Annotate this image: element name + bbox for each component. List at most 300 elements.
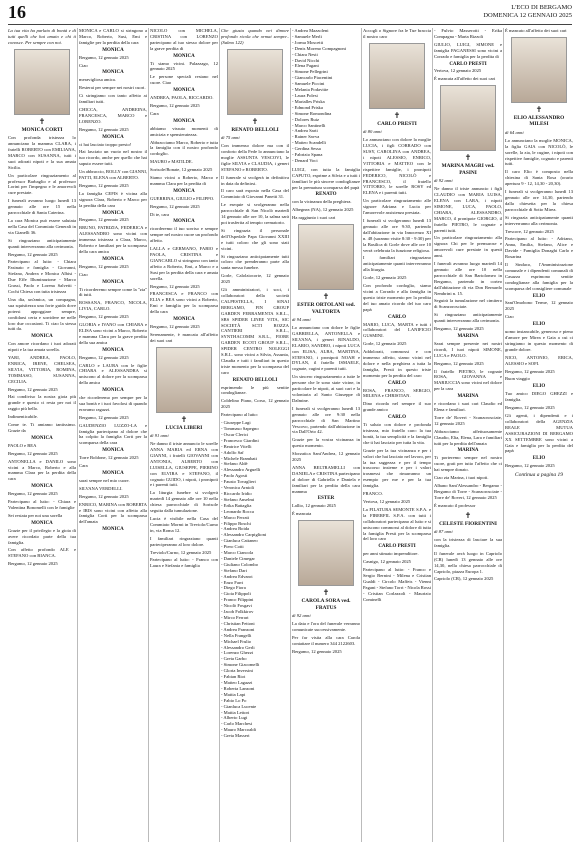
notice-text: Con profonda tristezza lo annunciano la mamma CLARA, i fratelli ROBERTO con EMILIANA, MARCO con SUSANNA, tutti i suoi adorati nipoti e la sua amata Sicilia. <box>8 135 76 170</box>
place-date: Bergamo, 12 gennaio 2025 <box>8 386 58 392</box>
list-item: - Simone Giacomelli <box>221 662 260 668</box>
place-date: Bergamo, 12 gennaio 2025 <box>150 102 200 108</box>
list-item: - David Nicchi <box>292 57 320 63</box>
notice-text: Grazie per la tua vicinanza e per i valori che hai lasciato nel lavoro, per la tua saggezza e per il tempo trascorso insieme e per i valori trasmessi che rimarranno un esempio per me e per la tua famiglia. <box>363 447 431 489</box>
notice-text: Torre Boldone, 12 gennaio 2025 <box>79 455 139 461</box>
notice-text: Un sincero ringraziamento a tutte le persone che le sono state vicine, in particolare le nipoti, ai suoi cari e la volontaria al Santo Giuseppe di Dalmine. <box>292 374 360 403</box>
age-line: di 64 anni <box>505 129 524 135</box>
place-date: Bergamo, 12 gennaio 2025 <box>8 491 58 497</box>
cross-icon: ✝ <box>38 116 46 126</box>
place-date: Bergamo, 12 gennaio 2025 <box>79 182 129 188</box>
list-item: - Fabio Lo Po <box>221 697 247 703</box>
notice-text: È mancato il professor <box>434 502 476 508</box>
notice-text: Con profondo cordoglio, siamo vicini a Corrado e alla famiglia in questo triste momento per la perdita del tuo amato ricordo del tuo caro papà <box>363 283 431 312</box>
notice-text: ricorderemo il tuo sorriso e sempre sempre nel nostro cuore un profondo affetto. <box>150 226 218 244</box>
list-item: - Elena Pagani <box>292 63 319 69</box>
addressed-name: MONICA <box>173 188 195 194</box>
place-date: Bergamo, 12 gennaio 2025 <box>8 561 58 567</box>
masthead <box>483 4 572 20</box>
list-item: - Andrea Edvarot <box>221 573 253 579</box>
list-item: - Piero Cotti <box>221 544 244 550</box>
list-item: - Stefano Dari <box>221 567 248 573</box>
addressed-name: MONICA <box>102 347 124 353</box>
deceased-name: CELESTE FIORENTINI <box>439 520 497 527</box>
list-item: - Melania Podavitte <box>292 87 329 93</box>
notice-text: abbiamo vissuto momenti di amicizia e spensieratezza. <box>150 125 218 137</box>
notice-text: Partecipano al lutto: <box>221 412 258 418</box>
addressed-name: CARLO PRESTI <box>449 61 487 67</box>
notice-text: YARI, ANDREA, PAOLO, ENRICA, IRENE, CHELSEA, SILVIA, VITTORIA, ROMINA, TOMMASO, SUSANNA, CECILIA. <box>8 355 76 384</box>
addressed-name: ELIO <box>532 456 546 462</box>
notice-text: LUIGI, con tutta la famiglia CAPUTO, esprime a Silvia e a tutti i familiari le più sincere condoglianze per la prematura scomparsa del papà <box>292 166 360 190</box>
notice-text: ANNA BELTRAMELLI con DANIELA e CRISTINA partecipano al dolore di Gabriella e Daniela e familiari per la perdita della cara mamma <box>292 464 360 494</box>
notice-text: Abbracciamo Marco, Roberto e tutta la famiglia con il nostro profondo cordoglio. <box>150 139 218 157</box>
list-item: - Veronica Arnioli <box>221 485 255 491</box>
place-date: Lallio, 12 gennaio 2025 <box>292 503 336 509</box>
list-item: - Mirco Ferrari <box>221 615 249 620</box>
list-item: - Fabrizio Spana <box>292 152 323 158</box>
list-item: - Franco Filippini <box>221 597 254 603</box>
addressed-name: MONICA <box>102 448 124 454</box>
cross-icon: ✝ <box>251 116 259 126</box>
notice-text: Si ringraziano anticipatamente tutti coloro che prenderanno parte alla santa messa funebre. <box>221 253 289 271</box>
list-item: - Nella Frangelli <box>221 632 252 638</box>
list-item: - Dolores Ruiz <box>292 116 320 122</box>
cross-icon: ✝ <box>180 414 188 424</box>
notice-text: ci hai lasciato troppo presto! <box>79 141 132 147</box>
notice-text: MARIO, LUCA, MARTA e tutti i collaboratori del LANIFICIO GUSMINI. <box>363 321 431 339</box>
condolence-list <box>292 28 360 164</box>
notice-text: I funerali si svolgeranno lunedì 13 gennaio alle ore 9:30 nella parrocchiale di San Martino Vescovo, partendo dall'abitazione in via Dall'Orto 42. <box>292 405 360 435</box>
list-item: - Alessandro Arguelli <box>221 467 261 473</box>
deceased-name: LUCIA LIBERI <box>165 424 203 431</box>
notice-text: Le persone speciali restano nel cuore. Ciao <box>150 74 218 86</box>
notice-text: I familiari ringraziano quanti parteciperanno al loro dolore. <box>150 535 218 547</box>
list-item: - Francesco Giardini <box>221 437 259 443</box>
notice-text: GLORIA e IVANO con CHIARA e ELISA sono vicini a Marco, Roberto e mamma Clara per la grave perdita della sua amica <box>79 322 147 345</box>
notice-text: È mancato all'affetto dei suoi cari <box>505 28 567 33</box>
list-item: - Giuseppe Lagi <box>221 420 251 426</box>
list-item: - Jorma Moscetti <box>292 39 324 45</box>
list-item: - Matteo Scandelli <box>292 140 326 146</box>
notice-text: Il funerale si svolgerà in definitiva in data da definirsi. <box>221 174 289 186</box>
cross-icon: ✝ <box>322 588 330 598</box>
addressed-name: MONICA <box>102 47 124 53</box>
addressed-name: ELIO <box>532 322 546 328</box>
place-date: Capriolo (CR), 12 gennaio 2025 <box>434 576 494 582</box>
list-item: - Roberta Lanzoni <box>221 685 255 691</box>
notice-text: Serenamente, è mancata all'affetto dei suoi cari <box>150 331 218 343</box>
notice-text: Cara <box>150 110 159 116</box>
notice-text: Si ringrazia anticipatamente quanti interverranno alla cerimonia. <box>505 214 573 226</box>
column-divider <box>361 28 362 842</box>
list-item: - Michele Brambati <box>221 455 257 461</box>
continuation-note: Continua a pagina 19 <box>514 472 564 479</box>
list-item: - Chiara Nesti <box>292 51 318 57</box>
list-item: - Stefano Aldè <box>221 461 248 467</box>
place-date: Casnigo, 12 gennaio 2025 <box>363 559 411 565</box>
notice-text: che ricorderemo per sempre per la sua bontà e i tuoi favolosi di quando eravamo ragazzi. <box>79 395 147 412</box>
place-date: Gorle, 12 gennaio 2025 <box>363 275 407 281</box>
addressed-name: RENATO <box>315 192 337 198</box>
list-item: - Simone Romondina <box>292 110 332 116</box>
notice-text: Per far visita alla cara Carola contattare il numero 344 2122603. <box>292 634 360 646</box>
list-item: - Marco Santinelli <box>292 122 326 128</box>
notice-text: È mancata all'affetto dei suoi cari <box>434 76 496 82</box>
obituary-portrait <box>369 43 425 109</box>
addressed-name: MARINA <box>457 394 479 400</box>
addressed-name: CARLO <box>387 314 407 320</box>
page-header <box>0 0 580 24</box>
list-item: - Gioia Filippoli <box>221 591 251 597</box>
list-item: - Alberto Lugi <box>221 715 248 721</box>
notice-text: Ciao <box>505 314 514 320</box>
notice-text: Ne danno il triste annuncio le sorelle ANNA MARIA ed ERNA con GIANNI, i fratelli GIOVANNI con ANTONIA, ALBERTO con LUISELLA, GIUSEPPE, PIERINO con ELVIRA e STEFANO, il cognato GUIDO, i nipoti, i pronipoti e i parenti tutti. <box>150 441 218 488</box>
addressed-name: MONICA <box>102 70 124 76</box>
list-item: - Mattia Lettori <box>221 709 250 715</box>
obituary-portrait <box>14 49 70 115</box>
notice-text: Resterai per sempre nei nostri cuori. <box>79 85 146 91</box>
place-date: Bergamo, 12 gennaio 2025 <box>150 283 200 289</box>
notice-text: La famiglia CEFIS è vicina alla signora Clara, Roberto e Marco per la perdita della cara <box>79 190 147 208</box>
addressed-name: MONICA <box>173 118 195 124</box>
place-date: Bergamo, 12 gennaio 2025 <box>434 326 484 332</box>
notice-text: Un particolare ringraziamento alle signore Adriana e Lucia per l'amorevole assistenza prestata. <box>363 198 431 216</box>
column-5 <box>292 28 360 842</box>
list-item: - Andrea Boida <box>221 526 250 532</box>
addressed-name: MONICA <box>102 388 124 394</box>
addressed-name: ELIO <box>532 384 546 390</box>
notice-text: ANTONELLA e DANILO sono vicini a Marco, Roberto e alla mamma Clara per la perdita della cara <box>8 458 76 482</box>
obituary-portrait <box>440 85 496 151</box>
deceased-name: MONICA CORTI <box>21 126 63 133</box>
list-item: - Jacob Folkkirov <box>221 609 254 615</box>
notice-text: Grazie per il privilegio e la gioia di avere ricordato parte della tua famiglia. <box>8 527 76 545</box>
addressed-name: MARINA <box>457 334 479 339</box>
notice-text: Le esequie si svolgeranno nella parrocchiale di San Nicolò martedì 14 gennaio alle ore 10, la salma sarà poi trasferita al tempio crematorio. <box>221 202 289 225</box>
notice-text: Partecipano al lutto: - Franco con Laura e Stefania e famiglia <box>150 557 218 569</box>
list-item: - Laura Polesi <box>292 92 318 98</box>
list-item: - Marialles Priska <box>292 98 325 104</box>
notice-text: Dino ricorda nel sempre il suo grande amico <box>363 401 431 413</box>
notice-text: Torre de' Roveri - Scanzorosciate, 12 gennaio 2025 <box>434 414 502 426</box>
notice-text: Un particolare ringraziamento alla signora Chi per le premurose e amorevoli cure prestate in questi anni. <box>434 235 502 259</box>
column-4 <box>221 28 289 842</box>
addressed-name: RENATO BELLOLI <box>232 377 278 383</box>
place-date: Bergamo, 12 gennaio 2025 <box>79 217 129 223</box>
place-date: Bergamo, 12 gennaio 2025 <box>292 648 342 654</box>
list-item: - Paolo Agosti <box>221 473 248 479</box>
notice-text: CARLO e LAURA con le figlie CHIARA e ALESSANDRA si uniscono al dolore per la scomparsa della amica <box>79 362 147 386</box>
notice-text: Lo annunciano con dolore le figlie GABRIELLA, ANTONELLA e SILVANA, i generi RINALDO, ELARIO, SANDRO, i nipoti LUCA con ELISA, ALBA, MARTINA, STEFANO, i pronipoti NOAH e DYLAN, il fratello ISMAELE, cognate, cugini e parenti tutti. <box>292 325 360 372</box>
notice-text: Sarai sempre presente nei nostri ricordi, I tuoi nipoti SIMONE, LUCA e PAOLO. <box>434 340 502 358</box>
notice-text: LALLA e GERMANO, FABIO e PAOLA, CRISTINA e GIANCARLO si stringono con tanto affetto a Roberto, Emi, a Marco e a Susi per la perdita della cara e amata sorella. <box>150 246 218 281</box>
notice-text: Ha raggiunto i suoi cari <box>292 215 336 221</box>
list-item: - Beatrice Vitelli <box>221 443 252 449</box>
addressed-name: MONICA <box>173 317 195 323</box>
cross-icon: ✝ <box>464 153 472 163</box>
notice-text: Treviolo/Curno, 12 gennaio 2025 <box>150 549 212 555</box>
notice-text: FRANCESCA e FRANCO con ELIA e BEA sono vicini a Roberto, Emi e famiglia per la scomparsa della cara <box>150 291 218 315</box>
addressed-name: MONICA <box>102 471 124 476</box>
notice-text: Il funerale avrà luogo in Capriolo (CR) lunedì 13 gennaio alle ore 14,30, nella chiesa parrocchiale di Capriolo, piazza Europa 1. <box>434 550 502 574</box>
notice-text: La liturgia funebre si svolgerà martedì 14 gennaio alle ore 10 nella chiesa parrocchiale di Sorisole seguita dalla tumulazione. <box>150 490 218 514</box>
notice-text: Tuo amico DIEGO GHEZZI e famiglia. <box>505 391 573 403</box>
place-date: Trescore, 12 gennaio 2025 <box>505 228 554 234</box>
notice-text: GUERRINA, GIULIO e FILIPPO. <box>150 195 215 201</box>
obituary-portrait <box>156 347 212 413</box>
column-2 <box>79 28 147 842</box>
notice-text: BRUNO, PATRIZIA, FEDERICA e ALESSANDRO sono vicini con immensa tristezza a Clara, Marco, Roberto e familiari per la scomparsa della cara amica <box>79 225 147 254</box>
notice-text: I familiari ringraziano anticipatamente quanti interverranno alla liturgia. <box>363 255 431 273</box>
list-item: - Andrea Mazzoleni <box>292 28 329 33</box>
addressed-name: MONICA <box>102 279 124 285</box>
notice-text: esprimendo le più sentite condoglianze. <box>221 384 289 396</box>
list-item: - Marco Ciancola <box>221 550 254 556</box>
epitaph-quote: La tua vita ha parlato di bontà e di tutti quelli che hai amato e chi ti conosce. Per sempre con noi. <box>8 28 76 45</box>
notice-text: - Fulvio Masserotti - Erika Compagna - Marta Rizzoli <box>434 28 502 39</box>
cross-icon: ✝ <box>393 110 401 120</box>
column-6 <box>363 28 431 842</box>
addressed-name: MONICA <box>173 219 195 225</box>
column-divider <box>290 28 291 842</box>
notice-text: Partecipano al lutto: - Adriano, Anna, Emilia, Stefano, Alice e Davide - Famiglia Donaghi Carlo e Rosarina <box>505 236 573 260</box>
place-date: Bergamo, 12 gennaio 2025 <box>505 405 555 411</box>
list-item: - Enzo Farri <box>221 579 244 585</box>
column-3 <box>150 28 218 842</box>
deceased-name: CAROLA SORA ved. FRATUS <box>301 598 351 611</box>
notice-text: GAUDENZIO LUZZO-LA e famiglia partecipano al dolore che ha colpito la famiglia Corti per la scomparsa della cara <box>79 422 147 446</box>
notice-text: Si ringraziano anticipatamente quanti interverranno alla cerimonia. <box>434 312 502 324</box>
list-item: - Oscar Clerici <box>221 431 249 437</box>
notice-text: Di te, cara <box>150 211 170 217</box>
notice-text: PAOLO e BEA <box>8 442 37 448</box>
notice-text: I funerali si svolgeranno lunedì 13 gennaio alle ore 9:30, partendo dall'abitazione in via Innocenzo XI n. 48 (saranno visite 8:30 - 9:30) per la Basilica di Gorle dove alle ore 10 verrà celebrata la funzione religiosa. <box>363 218 431 253</box>
notice-text: Un particolare ringraziamento al professor Barbaglio e al professor Lorini per l'impegno e le amorevoli cure prestate. <box>8 172 76 196</box>
notice-text: Ti ricorderemo sempre come la "zia" di tutti. <box>79 286 147 298</box>
notice-text: CHICCA, ANDREINA, FRANCESCA, MARCO e LORENZO. <box>79 106 147 124</box>
place-date: Bergamo, 12 gennaio 2025 <box>505 368 555 374</box>
notice-text: Buon viaggio <box>505 376 530 382</box>
notice-text: ENRICO, MARINA con ROBERTA e IRIS sono vicini con affetto alla famiglia Corti per la scomparsa dell'amata <box>79 501 147 525</box>
obituary-portrait <box>298 520 354 586</box>
list-item: - Nicolò Fosgavi <box>221 603 252 609</box>
epitaph-quote: Che giusta quando nei dimore profondo ricola che ormai sempre.. (Salmo 122) <box>221 28 289 45</box>
notice-text: Lo annunciano con dolore la moglie LUCIA, i figli CORRADO con SUSY, CAROLINA con ANDREA, i nipoti ALESSIO, ENRICO, VITTORIA e MATTEO con le rispettive famiglie, i pronipoti FEDERICO, NICOLÒ e FRANCESCO, il fratello VITTORIO, le sorelle ROSY ed ELENA e i parenti tutti. <box>363 137 431 196</box>
age-line: di 92 anni <box>292 613 311 619</box>
place-date: Bergamo, 12 gennaio 2025 <box>79 314 129 320</box>
notice-text: Ti siamo vicini. Palazzago, 12 gennaio 2025 <box>150 60 218 72</box>
notice-text: uomo instancabile, generoso e pieno d'amore per Mirea e Gaia a cui ci stringiamo in questo momento di grande dolore. <box>505 329 573 352</box>
age-line: di 87 anni <box>434 529 453 535</box>
list-item: - Riccardo Iridio <box>221 490 252 496</box>
column-divider <box>77 28 78 842</box>
place-date: Bergamo, 12 gennaio 2025 <box>79 263 129 269</box>
deceased-name: ESTER ORTOLANI ved. VALTORTA <box>297 302 355 315</box>
list-item: - Samuele Piccini <box>292 81 325 87</box>
list-item: - Greta Garbo <box>221 656 247 662</box>
column-divider <box>148 28 149 842</box>
cross-icon: ✝ <box>464 510 472 520</box>
list-item: - Lorenzo Ghezzi <box>221 650 254 656</box>
notice-text: Sei restata per noi una sorella <box>8 512 63 518</box>
list-item: - Andrea Franzoni <box>221 626 255 632</box>
notice-text: Un abbraccio, BOLLY con GIANNI, PATTI, ELENA con ALBERTO. <box>79 169 147 181</box>
notice-text: NICOLO con MICHELA, CRISTINA con LORENZO partecipano al tuo stesso dolore per la grave perdita di <box>150 28 218 51</box>
place-date: Bergamo, 12 gennaio 2025 <box>8 450 58 456</box>
list-item: - Tommaso Sapegno <box>221 426 259 431</box>
notice-text: Abbracciamo affettuosamente Claudio, Elia, Elena, Lara e familiari tutti per la perdita dell'amata <box>434 428 502 446</box>
notice-text: La cara Monica può essere salutata nella Casa del Commiato Generali in via Gianelli 36. <box>8 218 76 235</box>
place-date: Albegnea (NA), 12 gennaio 2025 <box>292 207 354 213</box>
notice-text: Il Sindaco, l'Amministrazione comunale e i dipendenti comunali di Casazza esprimono sentite condoglianze alla famiglia per la scomparsa del consigliere comunale <box>505 262 573 291</box>
obituary-portrait <box>298 224 354 290</box>
notice-text: Con affetto profondo ALE e STEFANO con BIANCA. <box>8 547 76 559</box>
notice-text: sarai sempre nel mio cuore. <box>79 477 130 483</box>
notice-text: meravigliosa amica. <box>79 77 116 83</box>
age-line: di 91 anni <box>150 433 169 439</box>
place-date: Sorisole/Bonate, 12 gennaio 2025 <box>150 167 213 173</box>
addressed-name: MONICA <box>173 53 195 59</box>
deceased-name: RENATO BELLOLI <box>231 126 279 133</box>
list-item: - Adolfo Saf <box>221 449 244 455</box>
list-item: - Gianluca Cattaneo <box>221 538 258 544</box>
place-date: Bergamo, 12 gennaio 2025 <box>79 493 129 499</box>
notice-text: Ciao <box>79 271 88 277</box>
notice-text: Hai condiviso la nostra gioia più grande e questo ci resta per noi il raggio più bello. <box>8 394 76 412</box>
notice-text: I funerali si svolgeranno lunedì 13 gennaio alle ore 14,30, partendo dalla chiesetta per la chiesa parrocchiale di Sotto Mirea. <box>505 189 573 212</box>
list-item: - Gerdina Sessa <box>292 146 321 152</box>
place-date: Vertova, 12 gennaio 2025 <box>363 498 411 504</box>
addressed-name: CARLO PRESTI <box>378 544 416 550</box>
place-date: Vertova, 12 gennaio 2025 <box>434 68 482 74</box>
notice-text: per anni stimato imprenditore. <box>363 551 419 557</box>
place-date: Bergamo, 12 gennaio 2025 <box>79 354 129 360</box>
addressed-name: MONICA <box>31 435 53 441</box>
notice-text: MAURO e MATILDE. <box>150 159 193 165</box>
addressed-name: MONICA <box>102 256 124 262</box>
notice-text: con la vicinanza della preghiera. <box>292 199 352 205</box>
place-date: Gorle, Calolziocorte, 12 gennaio 2025 <box>221 273 289 285</box>
addressed-name: MONICA <box>31 484 53 490</box>
notice-text: Con amore ricordano i tuoi adorati nipoti e la tua amata sorella. <box>8 341 76 353</box>
notice-text: con la tristezza di lasciare la sua famiglia. <box>434 536 502 548</box>
list-item: - Filippo Boschi <box>221 520 251 526</box>
addressed-name: MONICA <box>102 134 124 140</box>
notice-text: Il caro Elio è composto nella chiesina di Santa Rosa (orario apertura 9 - 12, 14,30 - 20,30). <box>505 169 573 187</box>
notice-text: Lo annunciano la moglie MONICA, la figlia GAIA con NICOLÒ, le sorelle, la zia, le cugine, i nipoti con rispettive famiglie, cognato e parenti tutti. <box>505 137 573 167</box>
notice-text: Siamo vicini a Roberto, Marco e mamma Clara per la perdita di <box>150 175 218 186</box>
place-date: Bergamo, 12 gennaio 2025 <box>505 463 555 469</box>
age-line: di 75 anni <box>221 135 240 141</box>
notice-text: Una dia, un'amica, un compagna, sua squisitezza una forte guida dove potersi appoggiare sempre, confidarsi certa e sorridere ne nelle loro due occasioni. Ti ciao la stessa tutti da. <box>8 296 76 332</box>
addressed-name: ELIO <box>532 293 546 299</box>
notice-text: Ciao <box>79 62 88 68</box>
notice-text: Cara <box>79 463 88 469</box>
notice-text: La data e l'ora del funerale verranno comunicate successivamente. <box>292 621 360 632</box>
list-item: - Greta Masseri <box>221 733 250 739</box>
list-item: - Marco Ferrati <box>221 514 250 520</box>
addressed-name: MARINA <box>457 448 479 454</box>
list-item: - Fabian Riot <box>221 674 246 680</box>
notice-text: Grazie per la vostra vicinanza in questo momento. <box>292 437 360 449</box>
addressed-name: MONICA <box>102 210 124 216</box>
cross-icon: ✝ <box>322 292 330 302</box>
notice-text: Accogli o Signore fra le Tue braccia il nostro caro <box>363 28 431 39</box>
list-item: - Gloria Inversini <box>221 668 253 674</box>
notice-text: Si ringraziano anticipatamente quanti interverranno alla cerimonia. <box>8 237 76 249</box>
deceased-name: ELIO ALESSANDRO MILESI <box>513 114 565 128</box>
addressed-name: MONICA <box>31 334 53 340</box>
place-date: Gorle, 12 gennaio 2025 <box>363 341 407 347</box>
addressed-name: MONICA <box>173 88 195 94</box>
notice-text: Partecipano al lutto: - Franco e Sergio Bernini - Milena e Cristian Gualdi - Circolo Maffeis - Vienni Pagani - Stefano Torri - Nicola Rossi - Cristian Corlazzoli - Maurizio Cominelli <box>363 567 431 602</box>
obituary-portrait <box>511 37 567 103</box>
addressed-name: MONICA <box>102 527 124 533</box>
notice-text: ROSSANA, FRANCO, NICOLA, LIVIA, CARLO. <box>79 300 147 312</box>
list-item: - Daniele Cimegar <box>221 555 255 561</box>
place-date: Sforzatica Sant'Andrea, 12 gennaio 2025 <box>292 451 360 463</box>
notice-text: Gli amministratori, i soci, i collaboratori della società CALPESTELLA, I SINAI BERGAMO, FIN GROUP GARDEN FERRAMENTA S.R.L., SBS SPIDER LINEE VITA, SIC SOCIETÀ SCTI ROZZA CANTIERI S.R.L., SYNTHACOMM S.R.L., FIORE GARDEN ECOTI GROUP S.R.L., SPIDER CENTRO NOLEGGI S.R.L. sono vicini a Silvia, Assunta, Claudia e tutti i familiari in questo triste momento per la scomparsa del caro <box>221 287 289 375</box>
notice-text: ANDREA, PAOLA, RICCARDO. <box>150 95 214 101</box>
place-date: Bergamo, 12 gennaio 2025 <box>150 323 200 329</box>
list-item: - Alessandro Carpiglioni <box>221 532 267 538</box>
column-divider <box>503 28 504 842</box>
deceased-name: CARLO PRESTI <box>377 120 417 127</box>
column-1 <box>8 28 76 842</box>
list-item: - Mauro Marcoaldi <box>221 727 256 733</box>
notice-text: Gli agenti, i dipendenti e i collaboratori della AGENZIA REALE MUTUA ASSICURAZIONI DI BERGAMO XX SETTEMBRE sono vicini a Gaia e famiglia per la perdita del papà <box>505 412 573 454</box>
notice-text: Ti saluto con dolore e profonda tristezza, mio fratello caro: la tua bontà, la tua semplicità e la famiglia che ti hai lasciato per tutta la vita. <box>363 422 431 445</box>
list-item: - Gianluca Lucente <box>221 703 257 709</box>
age-line: di 94 anni <box>292 317 311 323</box>
notice-text: Ne danno il triste annuncio i figli CLAUDIO con MARIA LUISA, ELENA con LARA, i nipoti SIMONE, LUCA, PAOLO, CHIARA, ALESSANDRO, MARCO, il pronipote GIORGIO, il fratello PIETRO, le cognate e parenti tutti. <box>434 186 502 233</box>
list-item: - Carlo Marchesi <box>221 721 253 727</box>
notice-text: Il fratello PIETRO, le cognate ROSA, GIOVANNA e MARIUCCIA sono vicini nel dolore per la cara <box>434 368 502 392</box>
notice-text: Coldelino Piano, Corso, 12 gennaio 2025 <box>221 398 289 410</box>
notice-text: SILVANA VERDELLI. <box>79 485 123 491</box>
list-item: - Giancarlo Piacentini <box>292 75 333 81</box>
list-item: - Alessandro Gerli <box>221 644 255 650</box>
notice-text: I funerali avranno luogo martedì 14 gennaio alle ore 10 nella parrocchiale di San Bartolomeo in Bergamo, partendo in corteo dall'abitazione di via Don Bernardo Nembrini n. 15. <box>434 261 502 296</box>
list-item: - Samuele Merli <box>292 33 322 39</box>
cross-icon: ✝ <box>535 104 543 114</box>
condolence-list <box>221 420 289 739</box>
column-divider <box>219 28 220 842</box>
column-divider <box>432 28 433 842</box>
notice-text: GIULIO, LUIGI, SIMONE e famiglia PAGANESSI sono vicini a Corrado e famiglia per la perdita di <box>434 41 502 59</box>
notice-text: Hai lasciato un vuoto nel nostro il tuo ricordo, anche per quello che hai saputo essere tutti. <box>79 149 147 167</box>
place-date: Bergamo, 12 gennaio 2025 <box>150 203 200 209</box>
place-date: Bergamo, 12 gennaio 2025 <box>79 54 129 60</box>
age-line: di 92 anni <box>434 178 453 184</box>
list-item: - Mattia Lapi <box>221 691 246 697</box>
place-date: Bergamo, 12 gennaio 2025 <box>8 251 58 257</box>
addressed-name: CARLO <box>387 380 407 386</box>
notice-text: Addolorati, commossi e con immenso affetto, siamo vicini nel dolore e nella preghiera a tutta la famiglia, Presti in questo triste momento per la perdita del caro <box>363 349 431 378</box>
notice-text: È mancata <box>292 511 312 517</box>
addressed-name: CARLO <box>387 415 407 421</box>
list-item: - Simone Pellegrini <box>292 69 328 75</box>
notice-text: Partecipano al lutto: - Chiara e Valentina Bonomelli con le famiglie <box>8 499 76 510</box>
place-date: Bergamo, 12 gennaio 2025 <box>79 126 129 132</box>
deceased-name: MARINA MAGRI ved. PASINI <box>441 163 495 176</box>
notice-text: Seguirà la tumulazione nel cimitero di Scanzorosciate. <box>434 298 502 310</box>
notice-text: Ci stringiamo con tanto affetto ai familiari tutti. <box>79 93 147 105</box>
notice-text: Indimenticabile. <box>8 414 38 420</box>
age-line: di 80 anni <box>363 129 382 135</box>
notice-text: Albano Sant'Alessandro - Bergamo - Bergamo di Torre - Scanzorosciate - Torre de' Roveri, 12 gennaio 2025 <box>434 482 502 500</box>
